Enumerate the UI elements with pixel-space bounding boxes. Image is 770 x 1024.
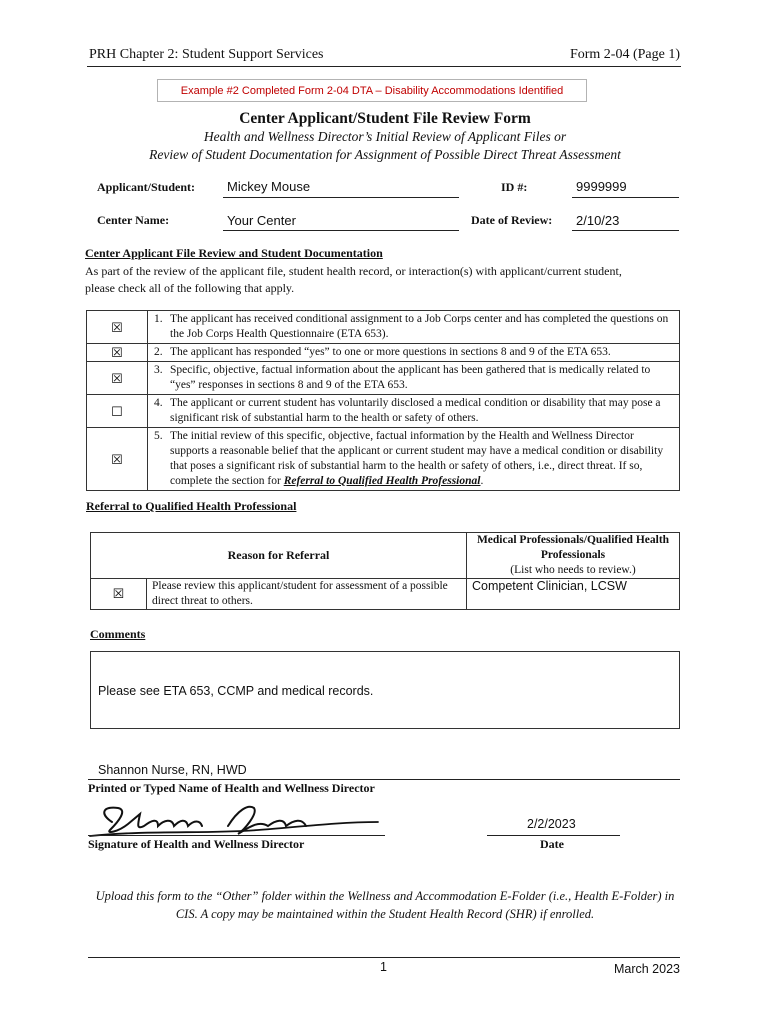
footer-date: March 2023 xyxy=(613,962,680,976)
comments-box[interactable] xyxy=(90,651,680,729)
center-field[interactable]: Your Center xyxy=(227,213,296,228)
signature-image xyxy=(88,800,388,840)
applicant-underline xyxy=(223,197,459,198)
date-of-review-field[interactable]: 2/10/23 xyxy=(576,213,620,228)
director-date[interactable]: 2/2/2023 xyxy=(527,817,576,831)
referral-header-row xyxy=(91,533,680,579)
director-name-rule xyxy=(88,779,680,780)
form-subtitle-line1: Health and Wellness Director’s Initial Review of Applicant Files or xyxy=(203,129,567,144)
checkbox-4[interactable]: ☐ xyxy=(87,395,148,428)
checklist-item-2 xyxy=(148,344,680,362)
checklist-item-3 xyxy=(148,362,680,395)
checklist-row xyxy=(87,344,680,362)
id-field[interactable]: 9999999 xyxy=(576,179,627,194)
checkbox-1[interactable]: ☒ xyxy=(87,311,148,344)
page-number: 1 xyxy=(380,960,387,974)
checklist-item-1 xyxy=(148,311,680,344)
item-text-tail: . xyxy=(480,475,484,487)
item-text-main: The initial review of this specific, objective, factual information by the Health and Wellness Director supports a reasonable belief that the applicant or current student may have a medical condition or disability that poses a significant risk of substantial harm to the health or safety of others, i.e., direct threat. If so, complete the section for xyxy=(170,430,664,487)
professionals-header-line1: Medical Professionals/Qualified Health xyxy=(476,534,670,546)
checklist-row xyxy=(87,311,680,344)
header-rule xyxy=(87,66,681,67)
upload-note-line1: Upload this form to the “Other” folder within the Wellness and Accommodation E-Folder (i.e., Health E-Folder) in xyxy=(95,889,675,903)
center-underline xyxy=(223,230,459,231)
checklist-row xyxy=(87,395,680,428)
date-of-review-underline xyxy=(572,230,679,231)
referral-table xyxy=(90,532,680,610)
comments-text: Please see ETA 653, CCMP and medical records. xyxy=(98,684,374,698)
referral-professional[interactable]: Competent Clinician, LCSW xyxy=(467,579,680,610)
referral-reason: Please review this applicant/student for assessment of a possible direct threat to others. xyxy=(147,579,467,610)
checklist-item-4 xyxy=(148,395,680,428)
review-intro-line2: please check all of the following that apply. xyxy=(85,281,295,295)
date-label: Date xyxy=(540,837,564,851)
checklist-item-5 xyxy=(148,428,680,491)
checkbox-3[interactable]: ☒ xyxy=(87,362,148,395)
item-number: 4. xyxy=(154,397,163,409)
form-title: Center Applicant/Student File Review Form xyxy=(239,110,531,127)
upload-note-line2: CIS. A copy may be maintained within the Student Health Record (SHR) if enrolled. xyxy=(175,907,595,921)
professionals-header xyxy=(467,533,680,579)
item-number: 5. xyxy=(154,430,163,442)
checkbox-2[interactable]: ☒ xyxy=(87,344,148,362)
referral-row xyxy=(91,579,680,610)
reason-header: Reason for Referral xyxy=(91,533,467,579)
item-text: The applicant or current student has voluntarily disclosed a medical condition or disability that may pose a significant risk of substantial harm to the health or safety of others. xyxy=(170,397,661,424)
form-subtitle-line2: Review of Student Documentation for Assignment of Possible Direct Threat Assessment xyxy=(149,147,621,162)
checklist-row xyxy=(87,362,680,395)
comments-title: Comments xyxy=(90,627,146,641)
footer-rule xyxy=(88,957,680,958)
date-rule xyxy=(487,835,620,836)
professionals-header-line3: (List who needs to review.) xyxy=(510,564,636,576)
item-text xyxy=(170,429,673,489)
checklist-row xyxy=(87,428,680,491)
item-number: 3. xyxy=(154,364,163,376)
item-text: Specific, objective, factual information about the applicant has been gathered that is medically related to “yes” responses in sections 8 and 9 of the ETA 653. xyxy=(170,364,651,391)
center-label: Center Name: xyxy=(97,213,170,227)
applicant-label: Applicant/Student: xyxy=(97,180,196,194)
header-chapter: PRH Chapter 2: Student Support Services xyxy=(89,47,324,62)
review-section-title: Center Applicant File Review and Student Documentation xyxy=(85,246,383,260)
id-label: ID #: xyxy=(501,180,528,194)
item-text: The applicant has responded “yes” to one or more questions in sections 8 and 9 of the ETA 653. xyxy=(170,346,611,358)
director-name[interactable]: Shannon Nurse, RN, HWD xyxy=(98,763,247,777)
referral-emphasis: Referral to Qualified Health Professional xyxy=(283,475,481,487)
id-underline xyxy=(572,197,679,198)
director-name-label: Printed or Typed Name of Health and Wellness Director xyxy=(88,781,375,795)
date-of-review-label: Date of Review: xyxy=(471,213,553,227)
checkbox-5[interactable]: ☒ xyxy=(87,428,148,491)
review-checklist xyxy=(86,310,680,491)
professionals-header-line2: Professionals xyxy=(540,549,606,561)
review-intro-line1: As part of the review of the applicant file, student health record, or interaction(s) with applicant/current student, xyxy=(85,264,622,278)
example-banner: Example #2 Completed Form 2-04 DTA – Disability Accommodations Identified xyxy=(157,79,587,102)
referral-checkbox[interactable]: ☒ xyxy=(91,579,147,610)
item-number: 2. xyxy=(154,346,163,358)
referral-section-title: Referral to Qualified Health Professional xyxy=(86,499,297,513)
applicant-field[interactable]: Mickey Mouse xyxy=(227,179,311,194)
item-number: 1. xyxy=(154,313,163,325)
signature-label: Signature of Health and Wellness Director xyxy=(88,837,305,851)
signature-rule xyxy=(88,835,385,836)
item-text: The applicant has received conditional assignment to a Job Corps center and has completed the questions on the Job Corps Health Questionnaire (ETA 653). xyxy=(170,313,669,340)
header-form-number: Form 2-04 (Page 1) xyxy=(569,47,680,62)
